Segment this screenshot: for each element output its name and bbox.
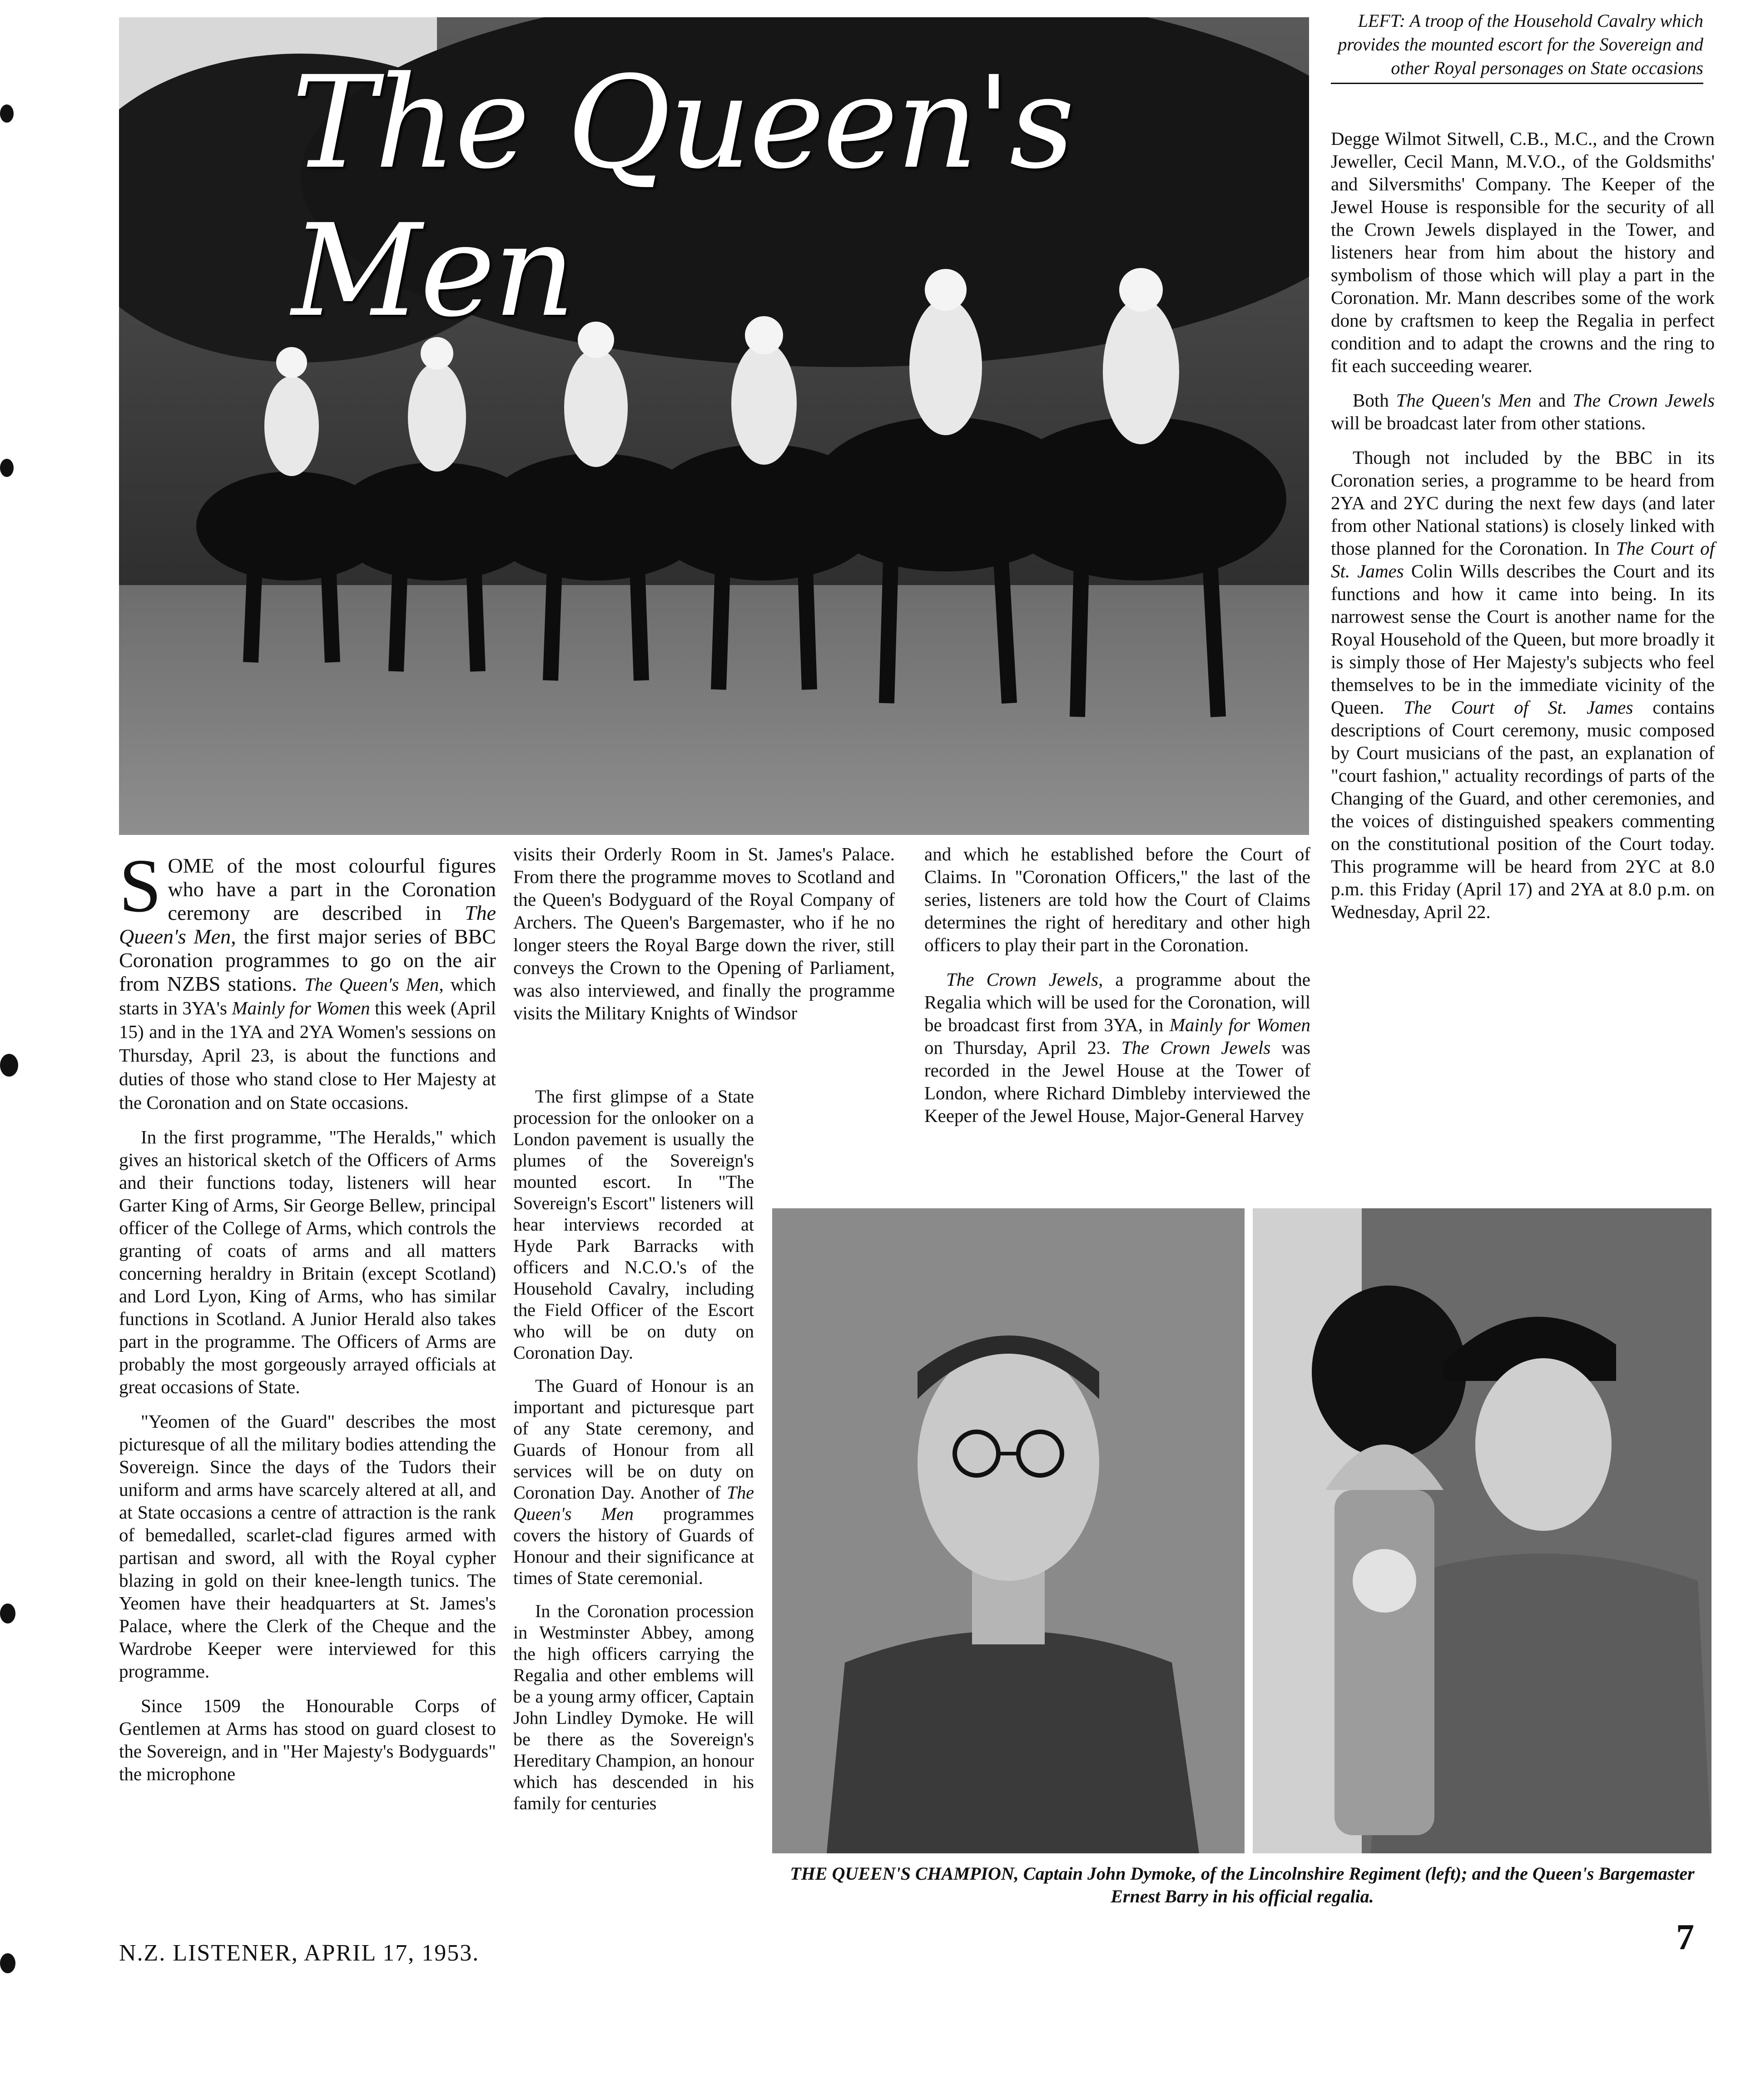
paragraph: In the Coronation procession in Westminster Abbey, among the high officers carrying the Regalia and other emblems will be a young army officer, Captain John Lindley Dymoke. He will be there as the Sovereign's Hereditary Champion, an honour which has descended in his family for centuries bbox=[513, 1601, 754, 1813]
binding-mark bbox=[0, 459, 14, 477]
column-2-narrow bbox=[513, 1086, 754, 1826]
household-cavalry-photo bbox=[119, 17, 1309, 835]
paragraph: "Yeomen of the Guard" describes the most picturesque of all the military bodies attending the Sovereign. Since the days of the Tudors their uniform and arms have scarcely altered at all, and at State occasions a centre of attraction is the rank of bemedalled, scarlet-clad figures armed with partisan and sword, all with the Royal cypher blazing in gold on their knee-length tunics. The Yeomen have their headquarters at St. James's Palace, where the Clerk of the Cheque and the Wardrobe Keeper were interviewed for this programme. bbox=[119, 1411, 496, 1682]
paragraph: The Crown Jewels, a programme about the Regalia which will be used for the Coronation, will be broadcast first from 3YA, in Mainly for Women on Thursday, April 23. The Crown Jewels was recorded in the Jewel House at the Tower of London, where Richard Dimbleby interviewed the Keeper of the Jewel House, Major-General Harvey bbox=[924, 969, 1311, 1126]
binding-mark bbox=[0, 1604, 15, 1623]
paragraph: and which he established before the Court of Claims. In "Coronation Officers," the last of the series, listeners are told how the Court of Claims determines the right of hereditary and other high officers to play their part in the Coronation. bbox=[924, 844, 1310, 955]
binding-mark bbox=[0, 104, 14, 123]
champion-caption: THE QUEEN'S CHAMPION, Captain John Dymoke, of the Lincolnshire Regiment (left); and the Queen's Bargemaster Ernest Barry in his official regalia. bbox=[790, 1863, 1695, 1906]
column-2 bbox=[513, 843, 895, 1036]
drop-cap: S bbox=[119, 844, 162, 928]
binding-mark bbox=[0, 1953, 15, 1973]
page-title: The Queen's Men bbox=[292, 49, 1073, 345]
paragraph: Though not included by the BBC in its Coronation series, a programme to be heard from 2YA and 2YC during the next few days (and later from other National stations) is closely linked with those planned for the Coronation. In The Court of St. James Colin Wills describes the Court and its functions and how it came into being. In its narrowest sense the Court is another name for the Royal Household of the Queen, but more broadly it is simply those of Her Majesty's subjects who feel themselves to be in the immediate vicinity of the Queen. The Court of St. James contains descriptions of Court ceremony, music composed by Court musicians of the past, an explanation of "court fashion," actuality recordings of parts of the Changing of the Guard, and other ceremonies, and the voices of distinguished speakers commenting on the constitutional position of the Court today. This programme will be heard from 2YC at 8.0 p.m. this Friday (April 17) and 2YA at 8.0 p.m. on Wednesday, April 22. bbox=[1331, 447, 1715, 922]
paragraph: Since 1509 the Honourable Corps of Gentlemen at Arms has stood on guard closest to the Sovereign, and in "Her Majesty's Bodyguards" the microphone bbox=[119, 1695, 496, 1784]
page-number: 7 bbox=[1676, 1917, 1694, 1957]
bargemaster-portrait bbox=[1253, 1208, 1711, 1853]
paragraph: The Guard of Honour is an important and picturesque part of any State ceremony, and Guards of Honour from all services will be on duty on Coronation Day. Another of The Queen's Men programmes covers the history of Guards of Honour and their significance at times of State ceremonial. bbox=[513, 1375, 754, 1588]
intro-paragraph: SOME of the most colourful figures who have a part in the Coronation ceremony are described in The Queen's Men, the first major series of BBC Coronation programmes to go on the air from NZBS stations. The Queen's Men, which starts in 3YA's Mainly for Women this week (April 15) and in the 1YA and 2YA Women's sessions on Thursday, April 23, is about the functions and duties of those who stand close to Her Majesty at the Coronation and on State occasions. bbox=[119, 844, 496, 1113]
bargemaster-photo bbox=[1253, 1208, 1711, 1853]
paragraph: Both The Queen's Men and The Crown Jewels will be broadcast later from other stations. bbox=[1331, 390, 1715, 433]
paragraph: The first glimpse of a State procession for the onlooker on a London pavement is usually the plumes of the Sovereign's mounted escort. In "The Sovereign's Escort" listeners will hear interviews recorded at Hyde Park Barracks with officers and N.C.O.'s of the Household Cavalry, including the Field Officer of the Escort who will be on duty on Coronation Day. bbox=[513, 1086, 754, 1363]
cavalry-caption: LEFT: A troop of the Household Cavalry which provides the mounted escort for the Sovereign and other Royal personages on State occasions bbox=[1331, 9, 1703, 84]
column-3 bbox=[924, 843, 1310, 1139]
paragraph: In the first programme, "The Heralds," which gives an historical sketch of the Officers of Arms and their functions today, listeners will hear Garter King of Arms, Sir George Bellew, principal officer of the College of Arms, which controls the granting of coats of arms and all matters concerning heraldry in Britain (except Scotland) and Lord Lyon, King of Arms, who has similar functions in Scotland. A Junior Herald also takes part in the programme. The Officers of Arms are probably the most gorgeously arrayed officials at great occasions of State. bbox=[119, 1127, 496, 1397]
column-1 bbox=[119, 844, 496, 1797]
binding-mark bbox=[0, 1054, 18, 1077]
column-4 bbox=[1331, 127, 1715, 935]
masthead-footer: N.Z. LISTENER, APRIL 17, 1953. bbox=[119, 1940, 480, 1966]
champion-portrait bbox=[772, 1208, 1245, 1853]
paragraph: Degge Wilmot Sitwell, C.B., M.C., and the Crown Jeweller, Cecil Mann, M.V.O., of the Goldsmiths' and Silversmiths' Company. The Keeper of the Jewel House is responsible for the security of all the Crown Jewels displayed in the Tower, and listeners hear from him about the history and symbolism of those which will play a part in the Coronation. Mr. Mann describes some of the work done by craftsmen to keep the Regalia in perfect condition and to adapt the crowns and the ring to fit each succeeding wearer. bbox=[1331, 128, 1715, 376]
paragraph: visits their Orderly Room in St. James's Palace. From there the programme moves to Scotland and the Queen's Bodyguard of the Royal Company of Archers. The Queen's Bargemaster, who if he no longer steers the Royal Barge down the river, still conveys the Crown to the Opening of Parliament, was also interviewed, and finally the programme visits the Military Knights of Windsor bbox=[513, 844, 895, 1023]
queens-champion-photo bbox=[772, 1208, 1245, 1853]
